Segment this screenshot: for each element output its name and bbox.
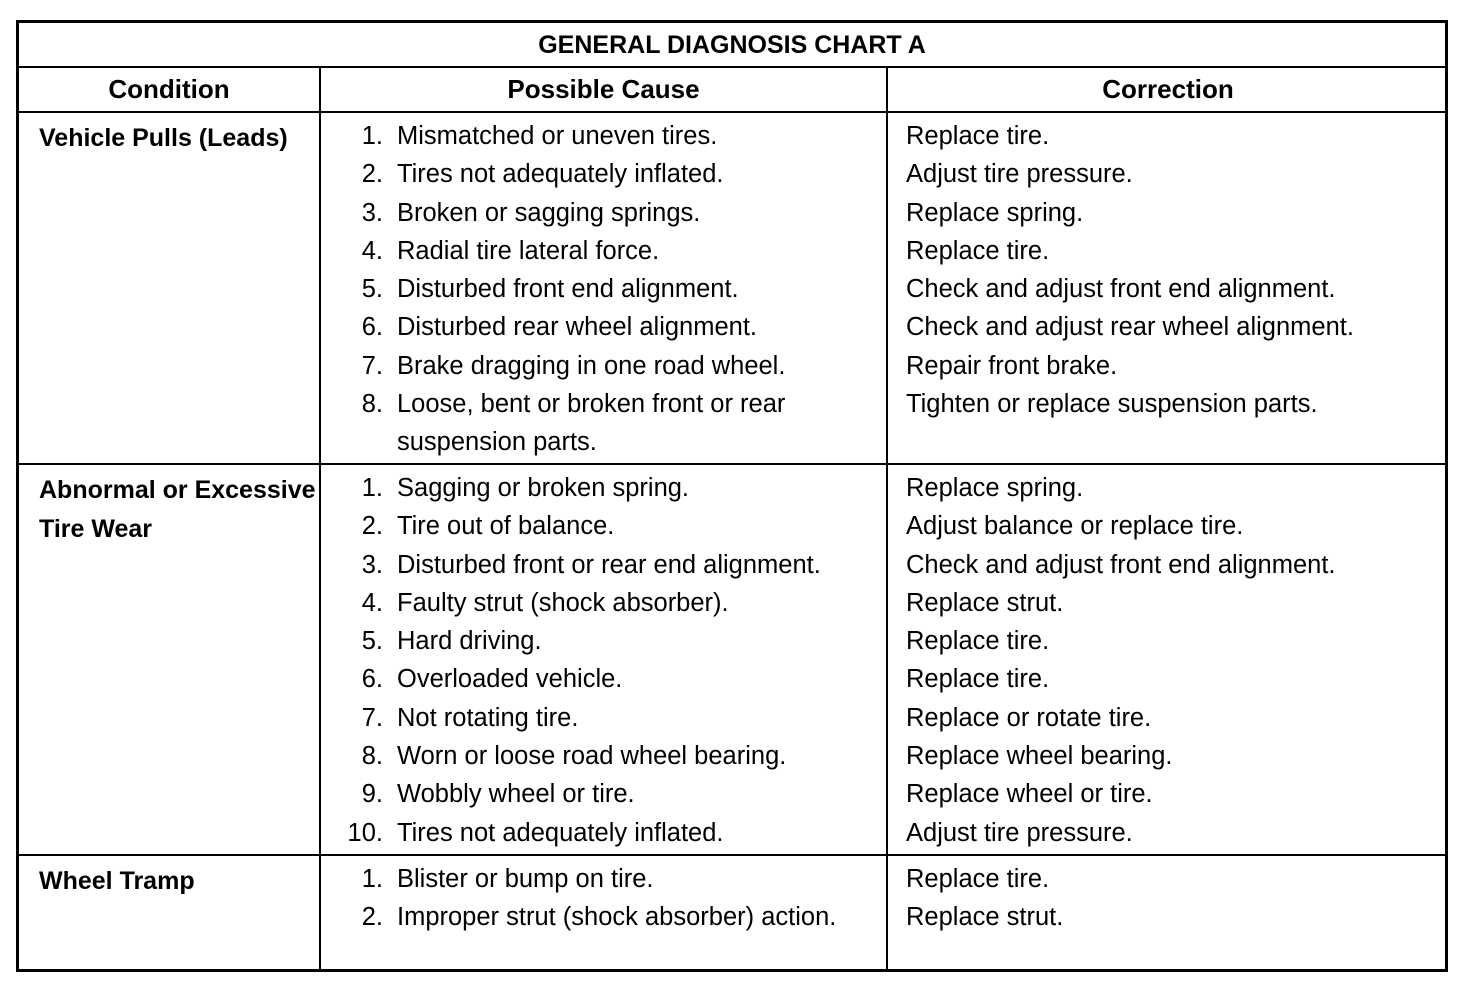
cause-text: Tires not adequately inflated.	[397, 818, 724, 847]
correction-item: Tighten or replace suspension parts.	[906, 390, 1318, 419]
correction-item: Replace tire.	[906, 865, 1050, 893]
item-number: 1.	[361, 865, 383, 893]
condition-label: Vehicle Pulls (Leads)	[39, 124, 288, 152]
cause-text: Disturbed front end alignment.	[397, 275, 739, 304]
chart-title: GENERAL DIAGNOSIS CHART A	[19, 23, 1445, 68]
correction-item: Adjust tire pressure.	[906, 160, 1133, 189]
item-number: 3.	[361, 198, 383, 227]
correction-item: Replace strut.	[906, 903, 1064, 932]
cause-text: Blister or bump on tire.	[397, 865, 654, 893]
correction-item: Replace spring.	[906, 198, 1084, 227]
condition-label: Wheel Tramp	[39, 867, 195, 895]
cause-list	[339, 469, 884, 852]
cause-item	[339, 737, 884, 775]
item-number: 7.	[361, 351, 383, 380]
correction-item: Adjust tire pressure.	[906, 818, 1133, 847]
correction-item: Replace wheel bearing.	[906, 742, 1173, 771]
cause-text: Overloaded vehicle.	[397, 665, 623, 694]
cause-text: Disturbed front or rear end alignment.	[397, 550, 821, 579]
cause-text: Hard driving.	[397, 627, 542, 656]
cause-item	[339, 775, 884, 813]
correction-item: Replace or rotate tire.	[906, 703, 1152, 732]
item-number: 3.	[361, 550, 383, 579]
item-number: 6.	[361, 313, 383, 342]
item-number: 5.	[361, 275, 383, 304]
cause-list	[339, 860, 884, 937]
item-number: 5.	[361, 627, 383, 656]
cause-item	[339, 699, 884, 737]
cause-item	[339, 232, 884, 270]
header-condition: Condition	[108, 74, 230, 104]
cause-item	[339, 117, 884, 155]
cause-item	[339, 469, 884, 507]
item-number: 2.	[361, 903, 383, 932]
cause-item	[339, 194, 884, 232]
item-number: 2.	[361, 512, 383, 541]
correction-item: Replace wheel or tire.	[906, 780, 1153, 809]
header-correction: Correction	[1102, 74, 1234, 104]
cause-item	[339, 155, 884, 193]
cause-item	[339, 507, 884, 545]
correction-item: Check and adjust rear wheel alignment.	[906, 313, 1354, 342]
cause-text: Improper strut (shock absorber) action.	[397, 903, 837, 932]
cause-text: Broken or sagging springs.	[397, 198, 701, 227]
section-vehicle-pulls	[19, 113, 1445, 465]
correction-list	[906, 860, 1441, 937]
cause-item	[339, 584, 884, 622]
cause-text: Brake dragging in one road wheel.	[397, 351, 786, 380]
item-number: 6.	[361, 665, 383, 694]
item-number: 4.	[361, 588, 383, 617]
cause-item	[339, 308, 884, 346]
correction-item: Replace strut.	[906, 588, 1064, 617]
cause-text: Faulty strut (shock absorber).	[397, 588, 729, 617]
cause-text: Worn or loose road wheel bearing.	[397, 742, 787, 771]
cause-item	[339, 546, 884, 584]
cause-item	[339, 660, 884, 698]
correction-item: Replace tire.	[906, 122, 1050, 150]
correction-item: Check and adjust front end alignment.	[906, 275, 1336, 304]
cause-text: Not rotating tire.	[397, 703, 579, 732]
cause-text: Wobbly wheel or tire.	[397, 780, 635, 809]
correction-item: Replace tire.	[906, 627, 1050, 656]
diagnosis-chart	[16, 20, 1448, 972]
cause-item	[339, 898, 884, 936]
correction-item: Check and adjust front end alignment.	[906, 550, 1336, 579]
header-possible-cause: Possible Cause	[507, 74, 700, 104]
cause-item	[339, 860, 884, 898]
cause-item	[339, 270, 884, 308]
item-number: 10.	[347, 818, 383, 847]
section-abnormal-tire-wear	[19, 465, 1445, 856]
section-wheel-tramp	[19, 856, 1445, 972]
item-number: 1.	[361, 122, 383, 150]
item-number: 7.	[361, 703, 383, 732]
cause-text: Sagging or broken spring.	[397, 474, 690, 502]
cause-item	[339, 347, 884, 385]
cause-list	[339, 117, 884, 462]
cause-item	[339, 385, 884, 462]
cause-text: Radial tire lateral force.	[397, 236, 660, 265]
item-number: 1.	[361, 474, 383, 502]
correction-item: Replace tire.	[906, 665, 1050, 694]
correction-item: Replace tire.	[906, 236, 1050, 265]
item-number: 8.	[361, 742, 383, 771]
item-number: 9.	[361, 780, 383, 809]
correction-item: Adjust balance or replace tire.	[906, 512, 1244, 541]
cause-text: Loose, bent or broken front or rear suspension parts.	[397, 390, 786, 457]
header-row	[19, 68, 1445, 113]
correction-list	[906, 117, 1441, 423]
cause-text: Tire out of balance.	[397, 512, 615, 541]
item-number: 2.	[361, 160, 383, 189]
correction-item: Repair front brake.	[906, 351, 1118, 380]
item-number: 8.	[361, 390, 383, 419]
correction-item: Replace spring.	[906, 474, 1084, 502]
cause-item	[339, 622, 884, 660]
correction-list	[906, 469, 1441, 852]
cause-text: Mismatched or uneven tires.	[397, 122, 718, 150]
cause-item	[339, 814, 884, 852]
item-number: 4.	[361, 236, 383, 265]
condition-label: Abnormal or Excessive Tire Wear	[39, 476, 316, 543]
cause-text: Disturbed rear wheel alignment.	[397, 313, 758, 342]
cause-text: Tires not adequately inflated.	[397, 160, 724, 189]
